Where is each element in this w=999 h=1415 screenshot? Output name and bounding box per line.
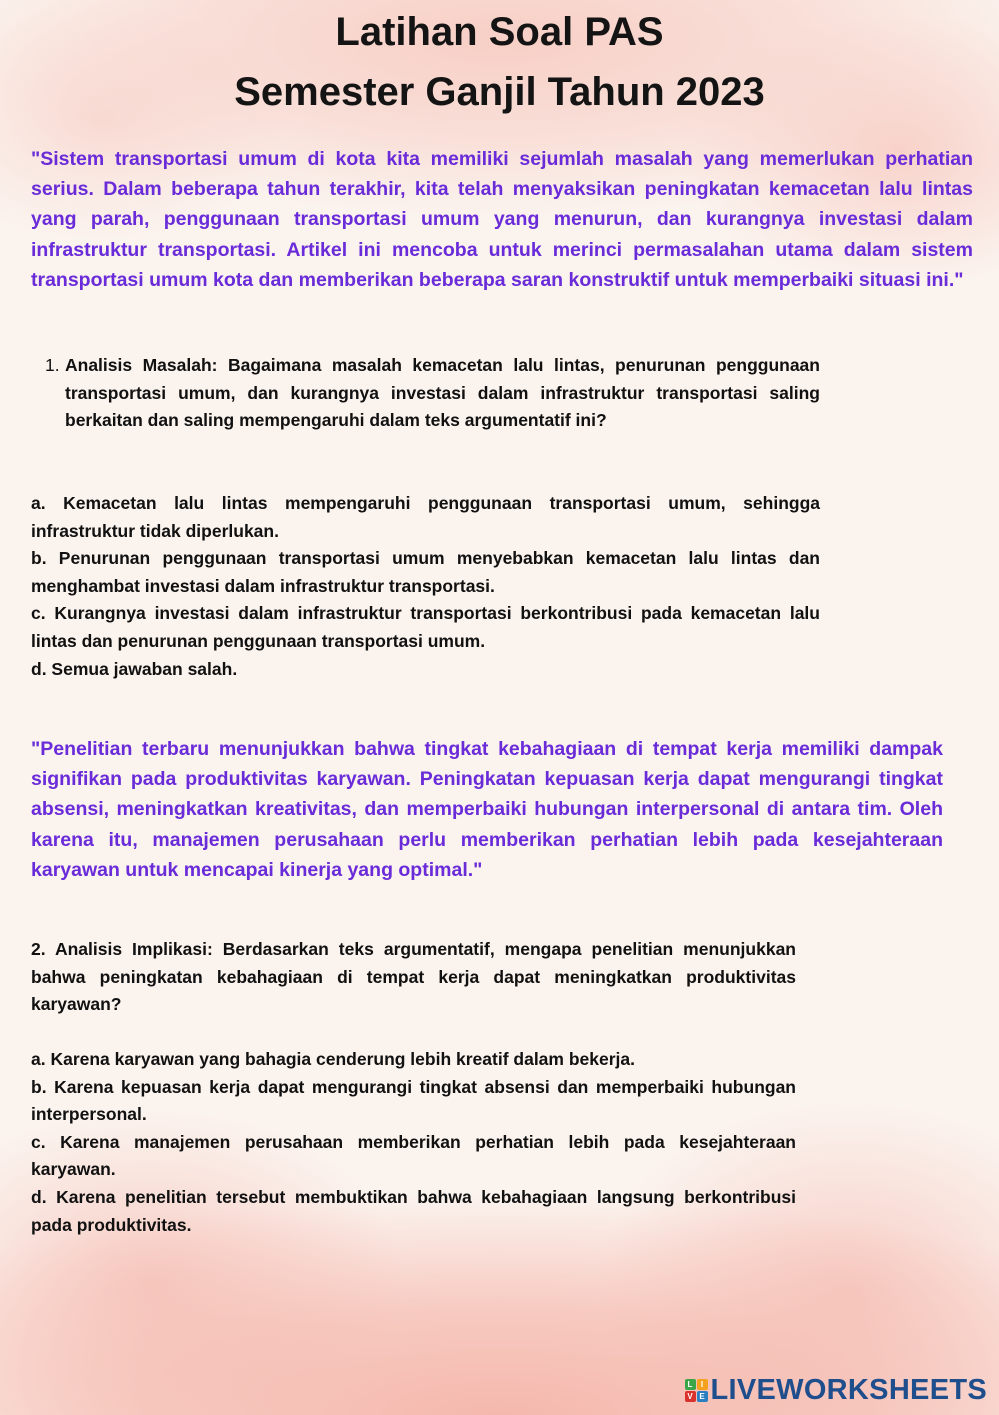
question-1-option-d[interactable]: d. Semua jawaban salah. bbox=[31, 658, 238, 679]
passage-2: "Penelitian terbaru menunjukkan bahwa tingkat kebahagiaan di tempat kerja memiliki dampak signifikan pada produktivitas karyawan. Peningkatan kepuasan kerja dapat mengurangi tingkat absensi, meningkatkan kreativitas, dan memperbaiki hubungan interpersonal di antara tim. Oleh karena itu, manajemen perusahaan perlu memberikan perhatian lebih pada kesejahteraan karyawan untuk mencapai kinerja yang optimal." bbox=[31, 738, 943, 881]
title-line-1: Latihan Soal PAS bbox=[335, 10, 664, 54]
logo-tile-v: V bbox=[685, 1391, 696, 1402]
question-2-option-d[interactable]: d. Karena penelitian tersebut membuktikan bahwa kebahagiaan langsung berkontribusi pada produktivitas. bbox=[31, 1186, 796, 1235]
passage-1: "Sistem transportasi umum di kota kita memiliki sejumlah masalah yang memerlukan perhatian serius. Dalam beberapa tahun terakhir, kita telah menyaksikan peningkatan kemacetan lalu lintas yang parah, penggunaan transportasi umum yang menurun, dan kurangnya investasi dalam infrastruktur transportasi. Artikel ini mencoba untuk merinci permasalahan utama dalam sistem transportasi umum kota dan memberikan beberapa saran konstruktif untuk memperbaiki situasi ini." bbox=[31, 148, 973, 291]
question-1 bbox=[45, 352, 820, 435]
liveworksheets-logo-text: LIVEWORKSHEETS bbox=[710, 1374, 987, 1406]
question-2-option-c[interactable]: c. Karena manajemen perusahaan memberikan perhatian lebih pada kesejahteraan karyawan. bbox=[31, 1131, 796, 1180]
liveworksheets-logo bbox=[685, 1374, 988, 1407]
question-1-text: Analisis Masalah: Bagaimana masalah kemacetan lalu lintas, penurunan penggunaan transportasi umum, dan kurangnya investasi dalam infrastruktur transportasi saling berkaitan dan saling mempengaruhi dalam teks argumentatif ini? bbox=[65, 355, 820, 431]
question-1-option-a[interactable]: a. Kemacetan lalu lintas mempengaruhi penggunaan transportasi umum, sehingga infrastruktur tidak diperlukan. bbox=[31, 493, 820, 541]
liveworksheets-logo-icon bbox=[685, 1379, 708, 1402]
question-1-options bbox=[31, 490, 820, 683]
title-line-2: Semester Ganjil Tahun 2023 bbox=[234, 70, 765, 114]
question-2-options bbox=[31, 1046, 796, 1239]
logo-tile-e: E bbox=[697, 1391, 708, 1402]
question-1-number: 1. bbox=[45, 355, 60, 375]
question-1-option-c[interactable]: c. Kurangnya investasi dalam infrastruktur transportasi berkontribusi pada kemacetan lalu lintas dan penurunan penggunaan transportasi umum. bbox=[31, 603, 820, 651]
question-2-option-a[interactable]: a. Karena karyawan yang bahagia cenderung lebih kreatif dalam bekerja. bbox=[31, 1049, 635, 1069]
logo-tile-l: L bbox=[685, 1379, 696, 1390]
question-2-option-b[interactable]: b. Karena kepuasan kerja dapat mengurangi tingkat absensi dan memperbaiki hubungan interpersonal. bbox=[31, 1076, 796, 1125]
question-1-option-b[interactable]: b. Penurunan penggunaan transportasi umum menyebabkan kemacetan lalu lintas dan menghambat investasi dalam infrastruktur transportasi. bbox=[31, 548, 820, 596]
page-title bbox=[0, 2, 999, 122]
logo-tile-i: I bbox=[697, 1379, 708, 1390]
question-2-text: 2. Analisis Implikasi: Berdasarkan teks argumentatif, mengapa penelitian menunjukkan bahwa peningkatan kebahagiaan di tempat kerja dapat meningkatkan produktivitas karyawan? bbox=[31, 939, 796, 1015]
